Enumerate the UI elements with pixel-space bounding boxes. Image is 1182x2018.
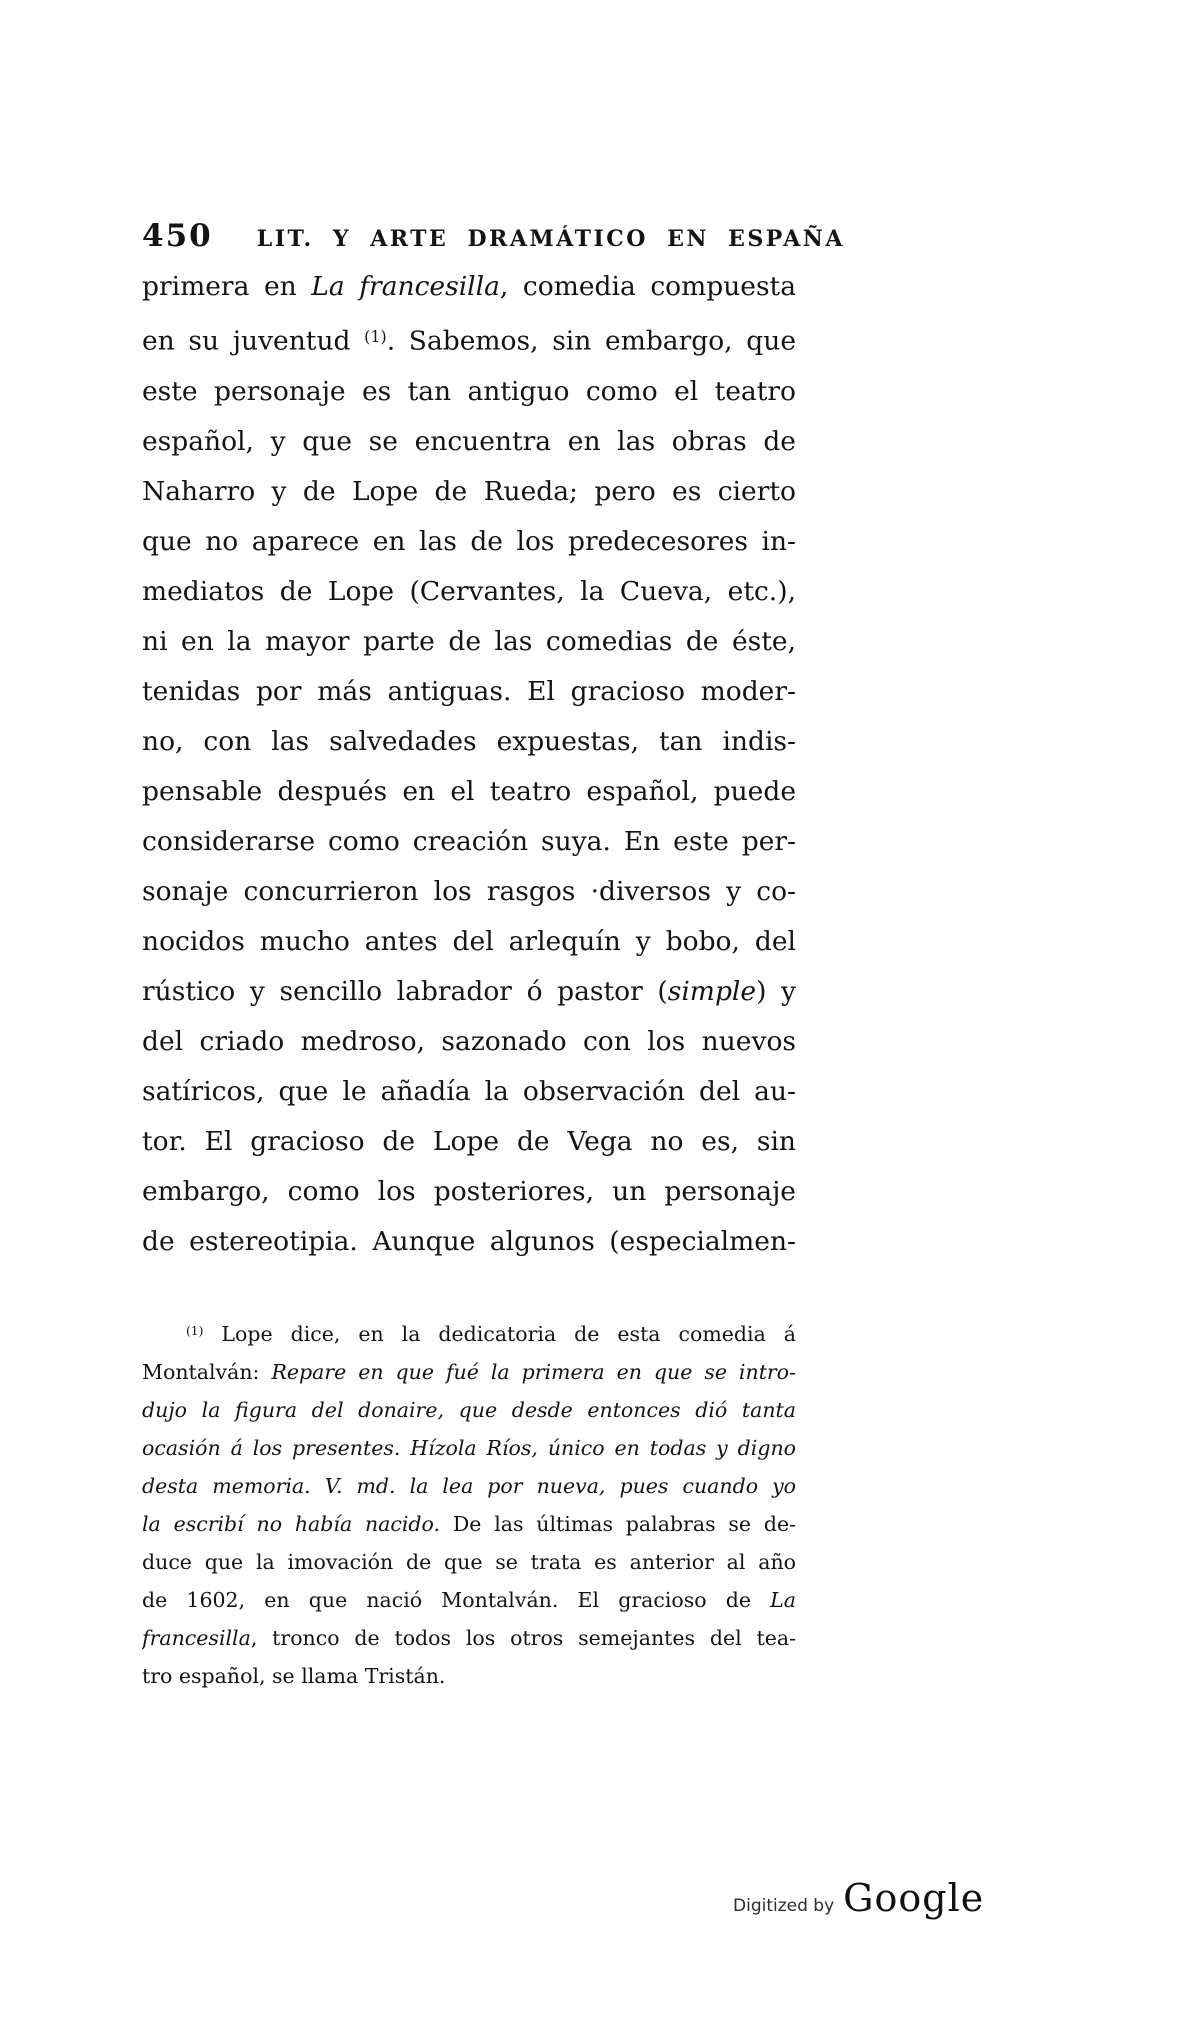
text-line: sonaje concurrieron los rasgos ·diversos y co- <box>142 875 796 907</box>
text-line: rústico y sencillo labrador ó pastor (simple) y <box>142 975 796 1007</box>
text-line: pensable después en el teatro español, puede <box>142 775 796 807</box>
text-line: considerarse como creación suya. En este per- <box>142 825 796 857</box>
text-line: en su juventud $^{(1)}$. Sabemos, sin embargo, que <box>142 325 796 357</box>
text-line: de estereotipia. Aunque algunos (especialmen- <box>142 1225 796 1257</box>
text-line: ocasión á los presentes. Hízola Ríos, único en todas y digno <box>142 1435 796 1460</box>
text-line: del criado medroso, sazonado con los nuevos <box>142 1025 796 1057</box>
text-line: Naharro y de Lope de Rueda; pero es cierto <box>142 475 796 507</box>
text-line: español, y que se encuentra en las obras de <box>142 425 796 457</box>
page-number: 450 <box>142 218 213 254</box>
text-line: duce que la imovación de que se trata es anterior al año <box>142 1549 796 1574</box>
text-line: primera en La francesilla, comedia compuesta <box>142 271 796 302</box>
google-logo: Google <box>843 1876 985 1920</box>
text-line: mediatos de Lope (Cervantes, la Cueva, etc.), <box>142 575 796 607</box>
text-line: nocidos mucho antes del arlequín y bobo, del <box>142 925 796 957</box>
text-line: satíricos, que le añadía la observación del au- <box>142 1075 796 1107</box>
text-line: ni en la mayor parte de las comedias de éste, <box>142 625 796 657</box>
text-line: desta memoria. V. md. la lea por nueva, pues cuando yo <box>142 1473 796 1498</box>
text-line: tro español, se llama Tristán. <box>142 1663 446 1688</box>
running-title: LIT. Y ARTE DRAMÁTICO EN ESPAÑA <box>256 226 845 252</box>
text-line: tenidas por más antiguas. El gracioso moder- <box>142 675 796 707</box>
text-line: francesilla, tronco de todos los otros semejantes del tea- <box>142 1625 796 1650</box>
text-line: que no aparece en las de los predecesores in- <box>142 525 796 557</box>
text-line: Montalván: Repare en que fué la primera en que se intro- <box>142 1359 796 1384</box>
text-line: embargo, como los posteriores, un personaje <box>142 1175 796 1207</box>
digitized-by-label: Digitized by <box>733 1896 835 1916</box>
text-line: no, con las salvedades expuestas, tan indis- <box>142 725 796 757</box>
page-header <box>142 218 845 254</box>
text-line: dujo la figura del donaire, que desde entonces dió tanta <box>142 1397 796 1422</box>
text-line: $^{(1)}$ Lope dice, en la dedicatoria de esta comedia á <box>186 1321 796 1346</box>
text-line: de 1602, en que nació Montalván. El gracioso de La <box>142 1587 796 1612</box>
text-line: tor. El gracioso de Lope de Vega no es, sin <box>142 1125 796 1157</box>
watermark <box>733 1876 984 1920</box>
body-text <box>142 262 796 1267</box>
text-line: este personaje es tan antiguo como el teatro <box>142 375 796 407</box>
footnote-text <box>142 1312 796 1695</box>
text-line: la escribí no había nacido. De las últimas palabras se de- <box>142 1511 796 1536</box>
